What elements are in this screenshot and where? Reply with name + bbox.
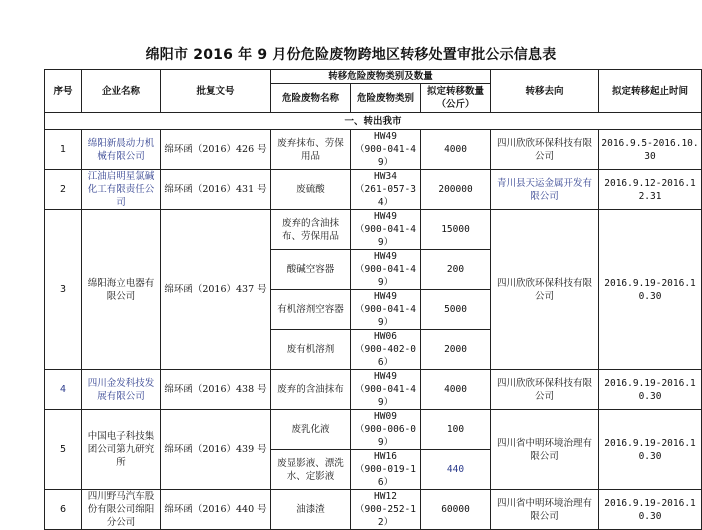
cell-waste-name: 废乳化液 [271,410,351,450]
cell-approval: 绵环函（2016）437 号 [161,210,271,370]
header-seq: 序号 [45,70,82,113]
cell-company: 四川野马汽车股份有限公司绵阳分公司 [82,490,161,530]
cell-destination: 四川欣欣环保科技有限公司 [491,370,599,410]
header-waste-class: 危险废物类别 [351,84,421,113]
cell-seq: 1 [45,130,82,170]
cell-waste-class: HW49 （900-041-49） [351,370,421,410]
cell-waste-name: 废弃的含油抹布、劳保用品 [271,210,351,250]
cell-waste-class: HW16 （900-019-16） [351,450,421,490]
cell-quantity: 2000 [421,330,491,370]
cell-company: 四川金发科技发展有限公司 [82,370,161,410]
table-row [45,130,702,170]
section-row [45,113,702,130]
cell-period: 2016.9.19-2016.10.30 [599,490,702,530]
cell-destination: 四川省中明环境治理有限公司 [491,490,599,530]
cell-seq: 5 [45,410,82,490]
header-approval: 批复文号 [161,70,271,113]
cell-company: 绵阳海立电器有限公司 [82,210,161,370]
cell-waste-class: HW49 （900-041-49） [351,250,421,290]
table-row [45,210,702,250]
cell-waste-class: HW34 （261-057-34） [351,170,421,210]
section-label: 一、转出我市 [45,113,702,130]
header-waste-name: 危险废物名称 [271,84,351,113]
cell-quantity: 100 [421,410,491,450]
cell-period: 2016.9.19-2016.10.30 [599,210,702,370]
cell-destination: 四川欣欣环保科技有限公司 [491,210,599,370]
cell-quantity: 15000 [421,210,491,250]
table-row [45,170,702,210]
cell-period: 2016.9.19-2016.10.30 [599,410,702,490]
header-period: 拟定转移起止时间 [599,70,702,113]
header-waste-group: 转移危险废物类别及数量 [271,70,491,84]
header-destination: 转移去向 [491,70,599,113]
cell-quantity: 60000 [421,490,491,530]
cell-company: 江油启明星氯碱化工有限责任公司 [82,170,161,210]
transfer-approval-table [44,69,702,530]
cell-quantity: 5000 [421,290,491,330]
cell-waste-name: 废有机溶剂 [271,330,351,370]
cell-approval: 绵环函（2016）426 号 [161,130,271,170]
cell-period: 2016.9.19-2016.10.30 [599,370,702,410]
document-title: 绵阳市 2016 年 9 月份危险废物跨地区转移处置审批公示信息表 [145,47,557,63]
cell-quantity: 4000 [421,130,491,170]
table-row [45,370,702,410]
cell-quantity: 440 [421,450,491,490]
cell-waste-name: 废弃抹布、劳保用品 [271,130,351,170]
header-quantity: 拟定转移数量（公斤） [421,84,491,113]
header-company: 企业名称 [82,70,161,113]
cell-waste-class: HW49 （900-041-49） [351,290,421,330]
cell-quantity: 200000 [421,170,491,210]
cell-period: 2016.9.5-2016.10.30 [599,130,702,170]
cell-waste-name: 酸碱空容器 [271,250,351,290]
table-row [45,410,702,450]
cell-company: 中国电子科技集团公司第九研究所 [82,410,161,490]
cell-period: 2016.9.12-2016.12.31 [599,170,702,210]
cell-waste-name: 废弃的含油抹布 [271,370,351,410]
cell-waste-name: 废硫酸 [271,170,351,210]
cell-waste-class: HW12 （900-252-12） [351,490,421,530]
cell-seq: 6 [45,490,82,530]
cell-approval: 绵环函（2016）440 号 [161,490,271,530]
cell-seq: 3 [45,210,82,370]
cell-waste-name: 有机溶剂空容器 [271,290,351,330]
cell-approval: 绵环函（2016）439 号 [161,410,271,490]
cell-destination: 四川省中明环境治理有限公司 [491,410,599,490]
cell-seq: 2 [45,170,82,210]
cell-quantity: 4000 [421,370,491,410]
header-row-1 [45,70,702,84]
cell-waste-name: 油漆渣 [271,490,351,530]
cell-waste-class: HW49 （900-041-49） [351,210,421,250]
cell-approval: 绵环函（2016）431 号 [161,170,271,210]
cell-waste-name: 废显影液、漂洗水、定影液 [271,450,351,490]
cell-destination: 四川欣欣环保科技有限公司 [491,130,599,170]
cell-seq: 4 [45,370,82,410]
cell-waste-class: HW06 （900-402-06） [351,330,421,370]
cell-company: 绵阳新晨动力机械有限公司 [82,130,161,170]
cell-quantity: 200 [421,250,491,290]
cell-waste-class: HW09 （900-006-09） [351,410,421,450]
cell-waste-class: HW49 （900-041-49） [351,130,421,170]
cell-destination: 青川县天运金属开发有限公司 [491,170,599,210]
cell-approval: 绵环函（2016）438 号 [161,370,271,410]
